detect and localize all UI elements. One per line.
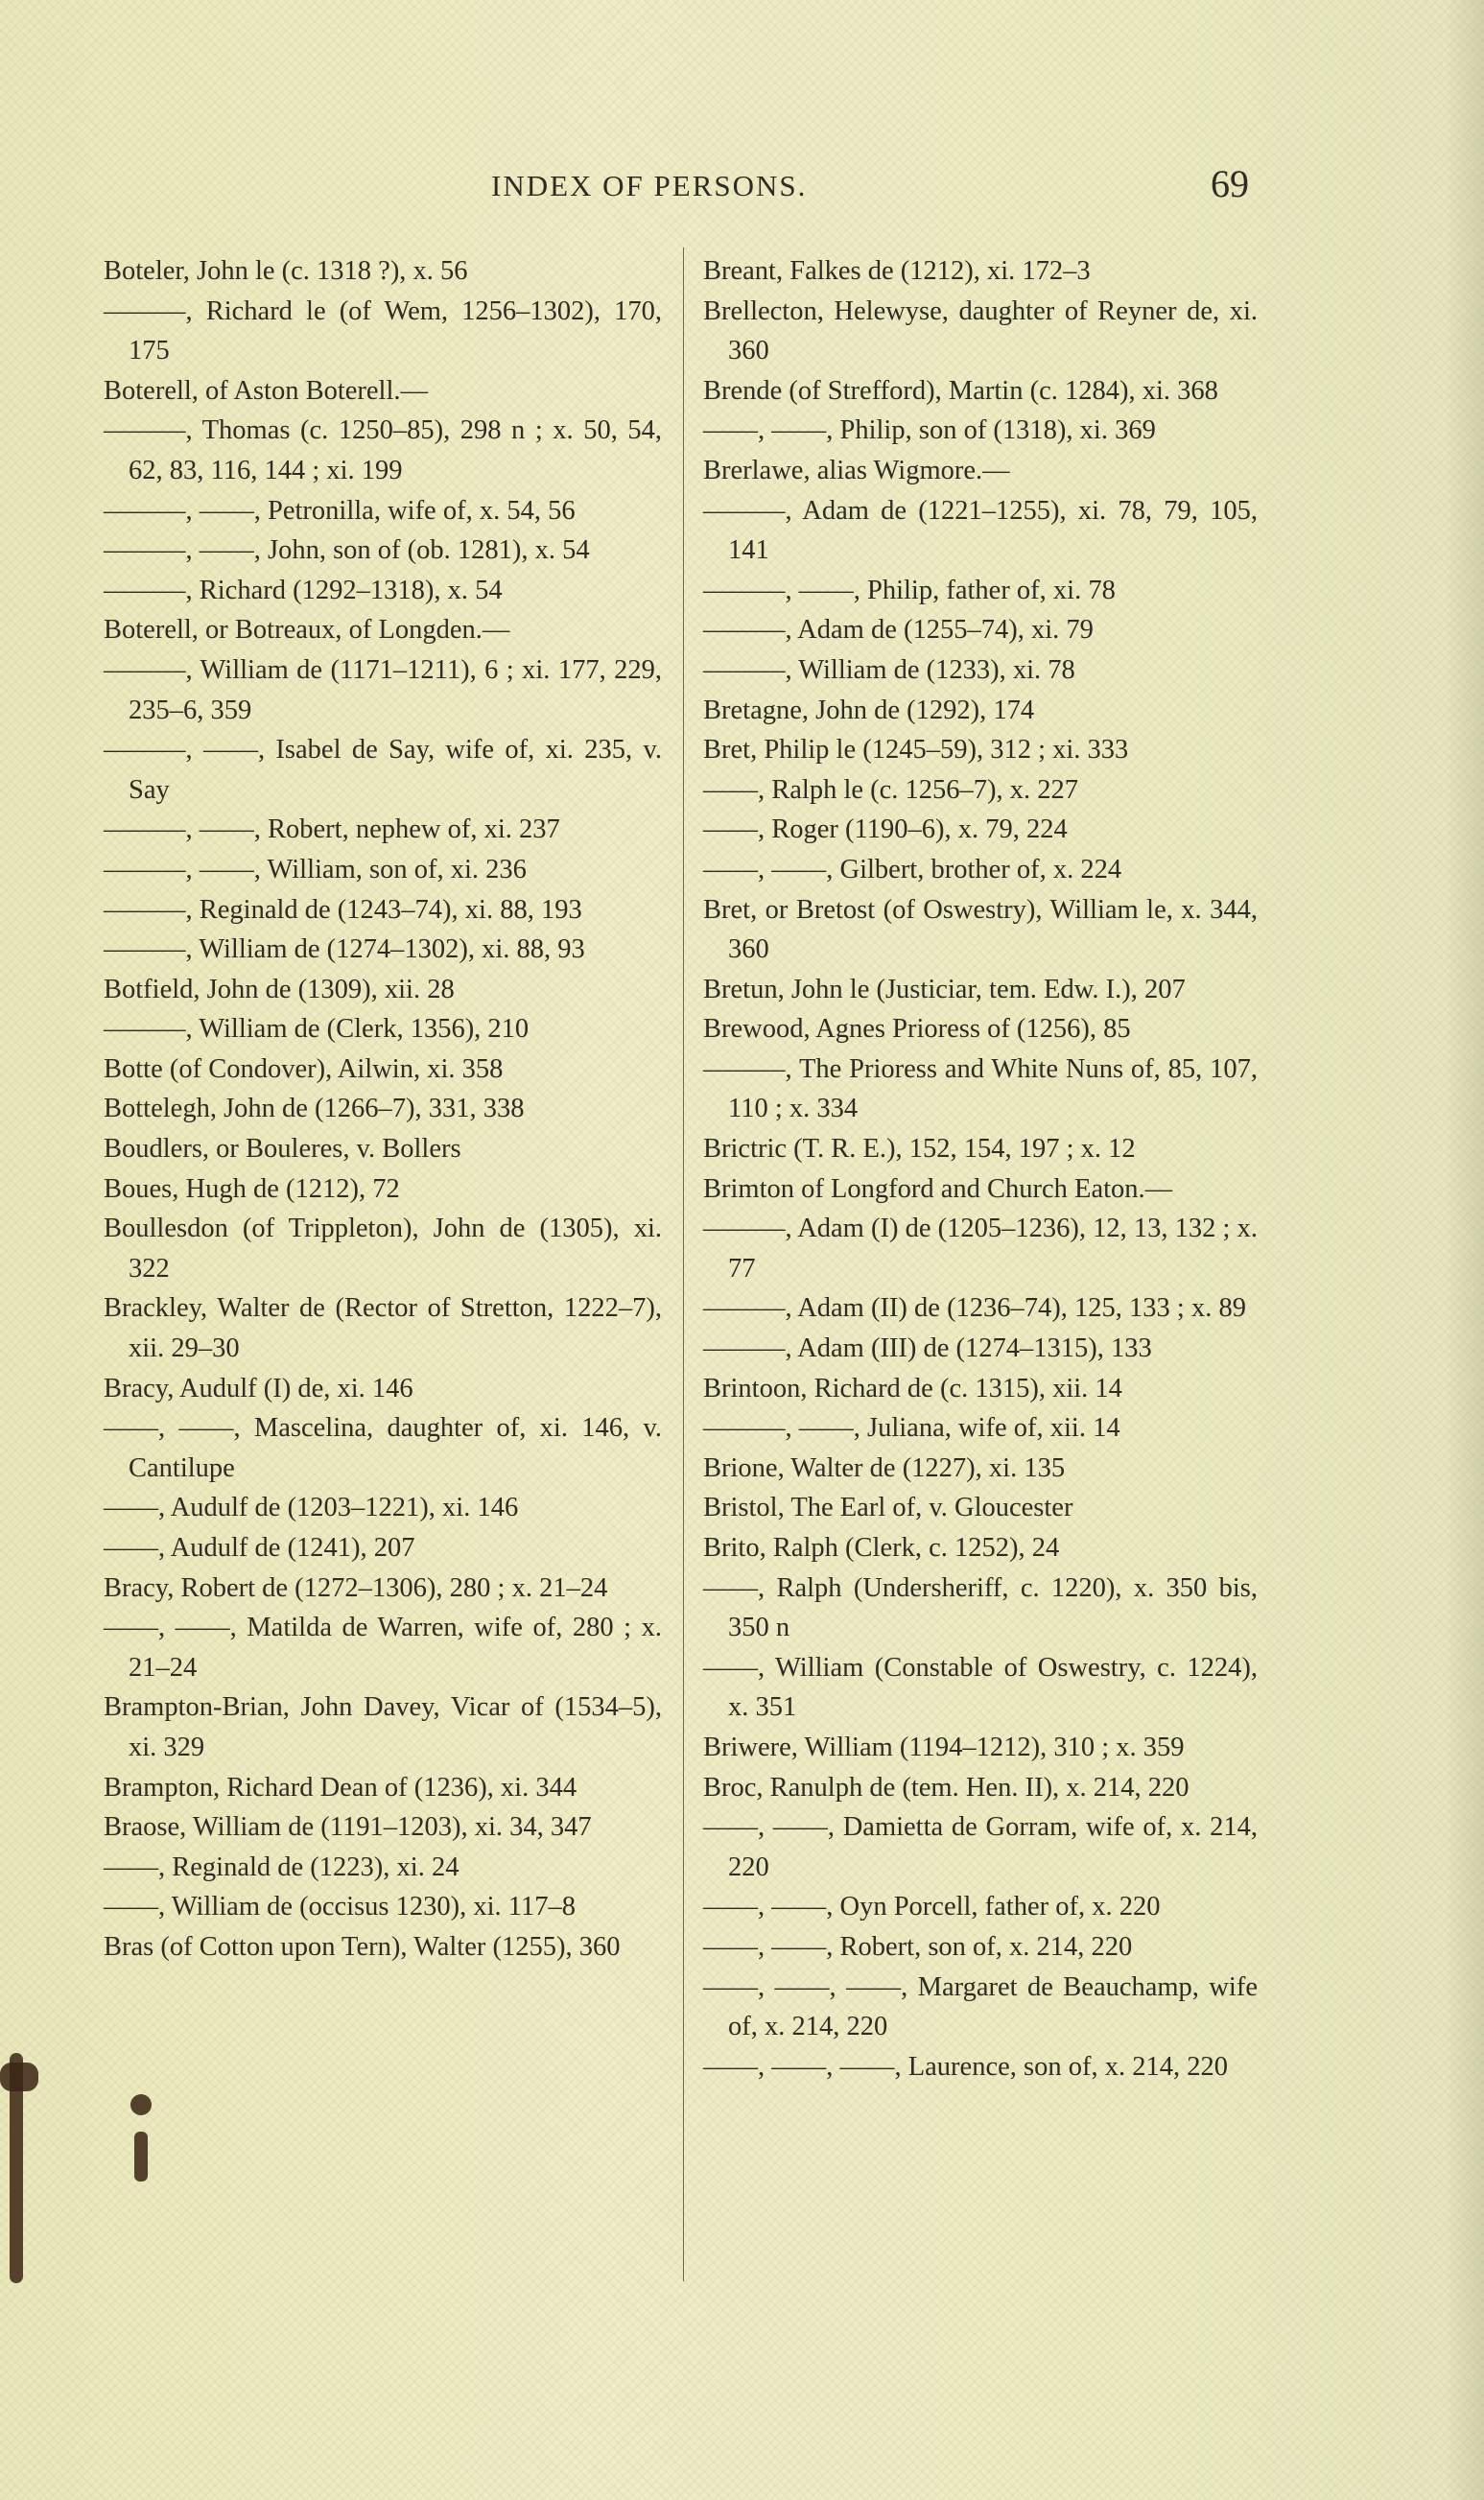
- index-entry: ———, William de (Clerk, 1356), 210: [104, 1014, 530, 1045]
- ink-blot-mark: [0, 2063, 38, 2091]
- index-entry: Breant, Falkes de (1212), xi. 172–3: [703, 256, 1091, 286]
- index-entry: Boullesdon (of Trippleton), John de (1305), xi. 322: [104, 1214, 662, 1284]
- running-header: [96, 161, 1276, 209]
- index-entry: ———, ——, Juliana, wife of, xii. 14: [703, 1413, 1120, 1444]
- index-entry: ———, ——, Petronilla, wife of, x. 54, 56: [104, 495, 576, 526]
- index-entry: ——, ——, Mascelina, daughter of, xi. 146, v. Cantilupe: [104, 1413, 662, 1483]
- index-entry: ———, The Prioress and White Nuns of, 85, 107, 110 ; x. 334: [703, 1053, 1258, 1124]
- index-entry: Brende (of Strefford), Martin (c. 1284), xi. 368: [703, 375, 1218, 406]
- index-entry: Brewood, Agnes Prioress of (1256), 85: [703, 1014, 1131, 1045]
- column-divider: [683, 248, 684, 2281]
- index-entry: Bracy, Robert de (1272–1306), 280 ; x. 21–24: [104, 1572, 608, 1603]
- index-entry: Brictric (T. R. E.), 152, 154, 197 ; x. 12: [703, 1134, 1136, 1165]
- index-entry: Boterell, of Aston Boterell.—: [104, 375, 428, 406]
- header-title: INDEX OF PERSONS.: [491, 169, 808, 202]
- index-entry: Brerlawe, alias Wigmore.—: [703, 455, 1010, 485]
- index-entry: Brellecton, Helewyse, daughter of Reyner de, xi. 360: [703, 295, 1258, 366]
- page-number: 69: [1211, 162, 1249, 205]
- index-entry: ——, Audulf de (1203–1221), xi. 146: [104, 1493, 519, 1523]
- index-entry: ———, Adam de (1255–74), xi. 79: [703, 615, 1094, 646]
- index-entry: ——, ——, Philip, son of (1318), xi. 369: [703, 415, 1156, 446]
- index-entry: ——, ——, Damietta de Gorram, wife of, x. 214, 220: [703, 1812, 1258, 1882]
- index-entry: Boteler, John le (c. 1318 ?), x. 56: [104, 256, 468, 286]
- index-entry: Brampton, Richard Dean of (1236), xi. 344: [104, 1772, 577, 1803]
- index-entry: ——, Ralph le (c. 1256–7), x. 227: [703, 774, 1079, 805]
- index-entry: Brimton of Longford and Church Eaton.—: [703, 1173, 1173, 1204]
- index-entry: ——, ——, ——, Margaret de Beauchamp, wife of, x. 214, 220: [703, 1971, 1258, 2042]
- index-entry: ——, William de (occisus 1230), xi. 117–8: [104, 1892, 577, 1922]
- index-entry: Boterell, or Botreaux, of Longden.—: [104, 615, 510, 646]
- index-entry: ———, ——, Isabel de Say, wife of, xi. 235, v. Say: [104, 735, 662, 805]
- index-entry: ———, ——, Philip, father of, xi. 78: [703, 575, 1116, 605]
- index-entry: Bret, Philip le (1245–59), 312 ; xi. 333: [703, 735, 1129, 766]
- index-entry: ———, Adam (II) de (1236–74), 125, 133 ; x. 89: [703, 1293, 1246, 1324]
- index-entry: ——, ——, Gilbert, brother of, x. 224: [703, 854, 1122, 884]
- index-entry: Bracy, Audulf (I) de, xi. 146: [104, 1373, 413, 1403]
- index-entry: ———, Reginald de (1243–74), xi. 88, 193: [104, 894, 582, 925]
- index-entry: ——, Ralph (Undersheriff, c. 1220), x. 350 bis, 350 n: [703, 1572, 1258, 1643]
- page-edge-shadow: [1446, 0, 1484, 2500]
- index-entry: ———, ——, Robert, nephew of, xi. 237: [104, 814, 560, 845]
- index-entry: ———, William de (1171–1211), 6 ; xi. 177, 229, 235–6, 359: [104, 654, 662, 725]
- index-entry: Broc, Ranulph de (tem. Hen. II), x. 214, 220: [703, 1772, 1190, 1803]
- index-entry: Brampton-Brian, John Davey, Vicar of (1534–5), xi. 329: [104, 1692, 662, 1762]
- index-entry: ———, Adam (I) de (1205–1236), 12, 13, 132 ; x. 77: [703, 1214, 1258, 1284]
- index-entry: ———, Adam (III) de (1274–1315), 133: [703, 1333, 1152, 1364]
- index-entry: Briwere, William (1194–1212), 310 ; x. 359: [703, 1732, 1185, 1762]
- index-entry: Bretun, John le (Justiciar, tem. Edw. I.), 207: [703, 974, 1186, 1004]
- index-entry: ———, Thomas (c. 1250–85), 298 n ; x. 50, 54, 62, 83, 116, 144 ; xi. 199: [104, 415, 662, 485]
- index-entry: Brione, Walter de (1227), xi. 135: [703, 1452, 1066, 1483]
- index-entry: Bristol, The Earl of, v. Gloucester: [703, 1493, 1073, 1523]
- index-entry: Botte (of Condover), Ailwin, xi. 358: [104, 1053, 504, 1084]
- index-entry: Botfield, John de (1309), xii. 28: [104, 974, 455, 1004]
- index-entry: ———, Adam de (1221–1255), xi. 78, 79, 105, 141: [703, 495, 1258, 566]
- index-entry: ———, William de (1233), xi. 78: [703, 654, 1075, 685]
- index-entry: ——, ——, Matilda de Warren, wife of, 280 ; x. 21–24: [104, 1613, 662, 1683]
- index-entry: Bret, or Bretost (of Oswestry), William le, x. 344, 360: [703, 894, 1258, 965]
- index-entry: Bretagne, John de (1292), 174: [703, 695, 1035, 725]
- index-entry: Bottelegh, John de (1266–7), 331, 338: [104, 1094, 525, 1124]
- index-column-left: [104, 251, 662, 1968]
- index-entry: ———, Richard le (of Wem, 1256–1302), 170, 175: [104, 295, 662, 366]
- index-entry: Boudlers, or Bouleres, v. Bollers: [104, 1134, 461, 1165]
- index-entry: Brintoon, Richard de (c. 1315), xii. 14: [703, 1373, 1122, 1403]
- index-entry: Bras (of Cotton upon Tern), Walter (1255), 360: [104, 1931, 621, 1962]
- ink-blot-mark: [130, 2094, 152, 2115]
- index-entry: ——, ——, Robert, son of, x. 214, 220: [703, 1931, 1133, 1962]
- index-entry: ———, Richard (1292–1318), x. 54: [104, 575, 503, 605]
- index-entry: Braose, William de (1191–1203), xi. 34, 347: [104, 1812, 592, 1843]
- index-column-right: [703, 251, 1258, 2087]
- index-entry: ———, William de (1274–1302), xi. 88, 93: [104, 934, 585, 965]
- index-entry: ———, ——, John, son of (ob. 1281), x. 54: [104, 535, 590, 566]
- index-entry: Brackley, Walter de (Rector of Stretton, 1222–7), xii. 29–30: [104, 1293, 662, 1364]
- index-entry: ——, ——, ——, Laurence, son of, x. 214, 220: [703, 2051, 1228, 2082]
- index-entry: ——, ——, Oyn Porcell, father of, x. 220: [703, 1892, 1161, 1922]
- index-entry: ———, ——, William, son of, xi. 236: [104, 854, 527, 884]
- ink-blot-mark: [134, 2132, 148, 2182]
- index-entry: Brito, Ralph (Clerk, c. 1252), 24: [703, 1533, 1060, 1563]
- index-entry: ——, Reginald de (1223), xi. 24: [104, 1851, 459, 1882]
- index-entry: ——, Roger (1190–6), x. 79, 224: [703, 814, 1068, 845]
- index-entry: ——, Audulf de (1241), 207: [104, 1533, 415, 1563]
- index-entry: ——, William (Constable of Oswestry, c. 1224), x. 351: [703, 1652, 1258, 1723]
- index-entry: Boues, Hugh de (1212), 72: [104, 1173, 400, 1204]
